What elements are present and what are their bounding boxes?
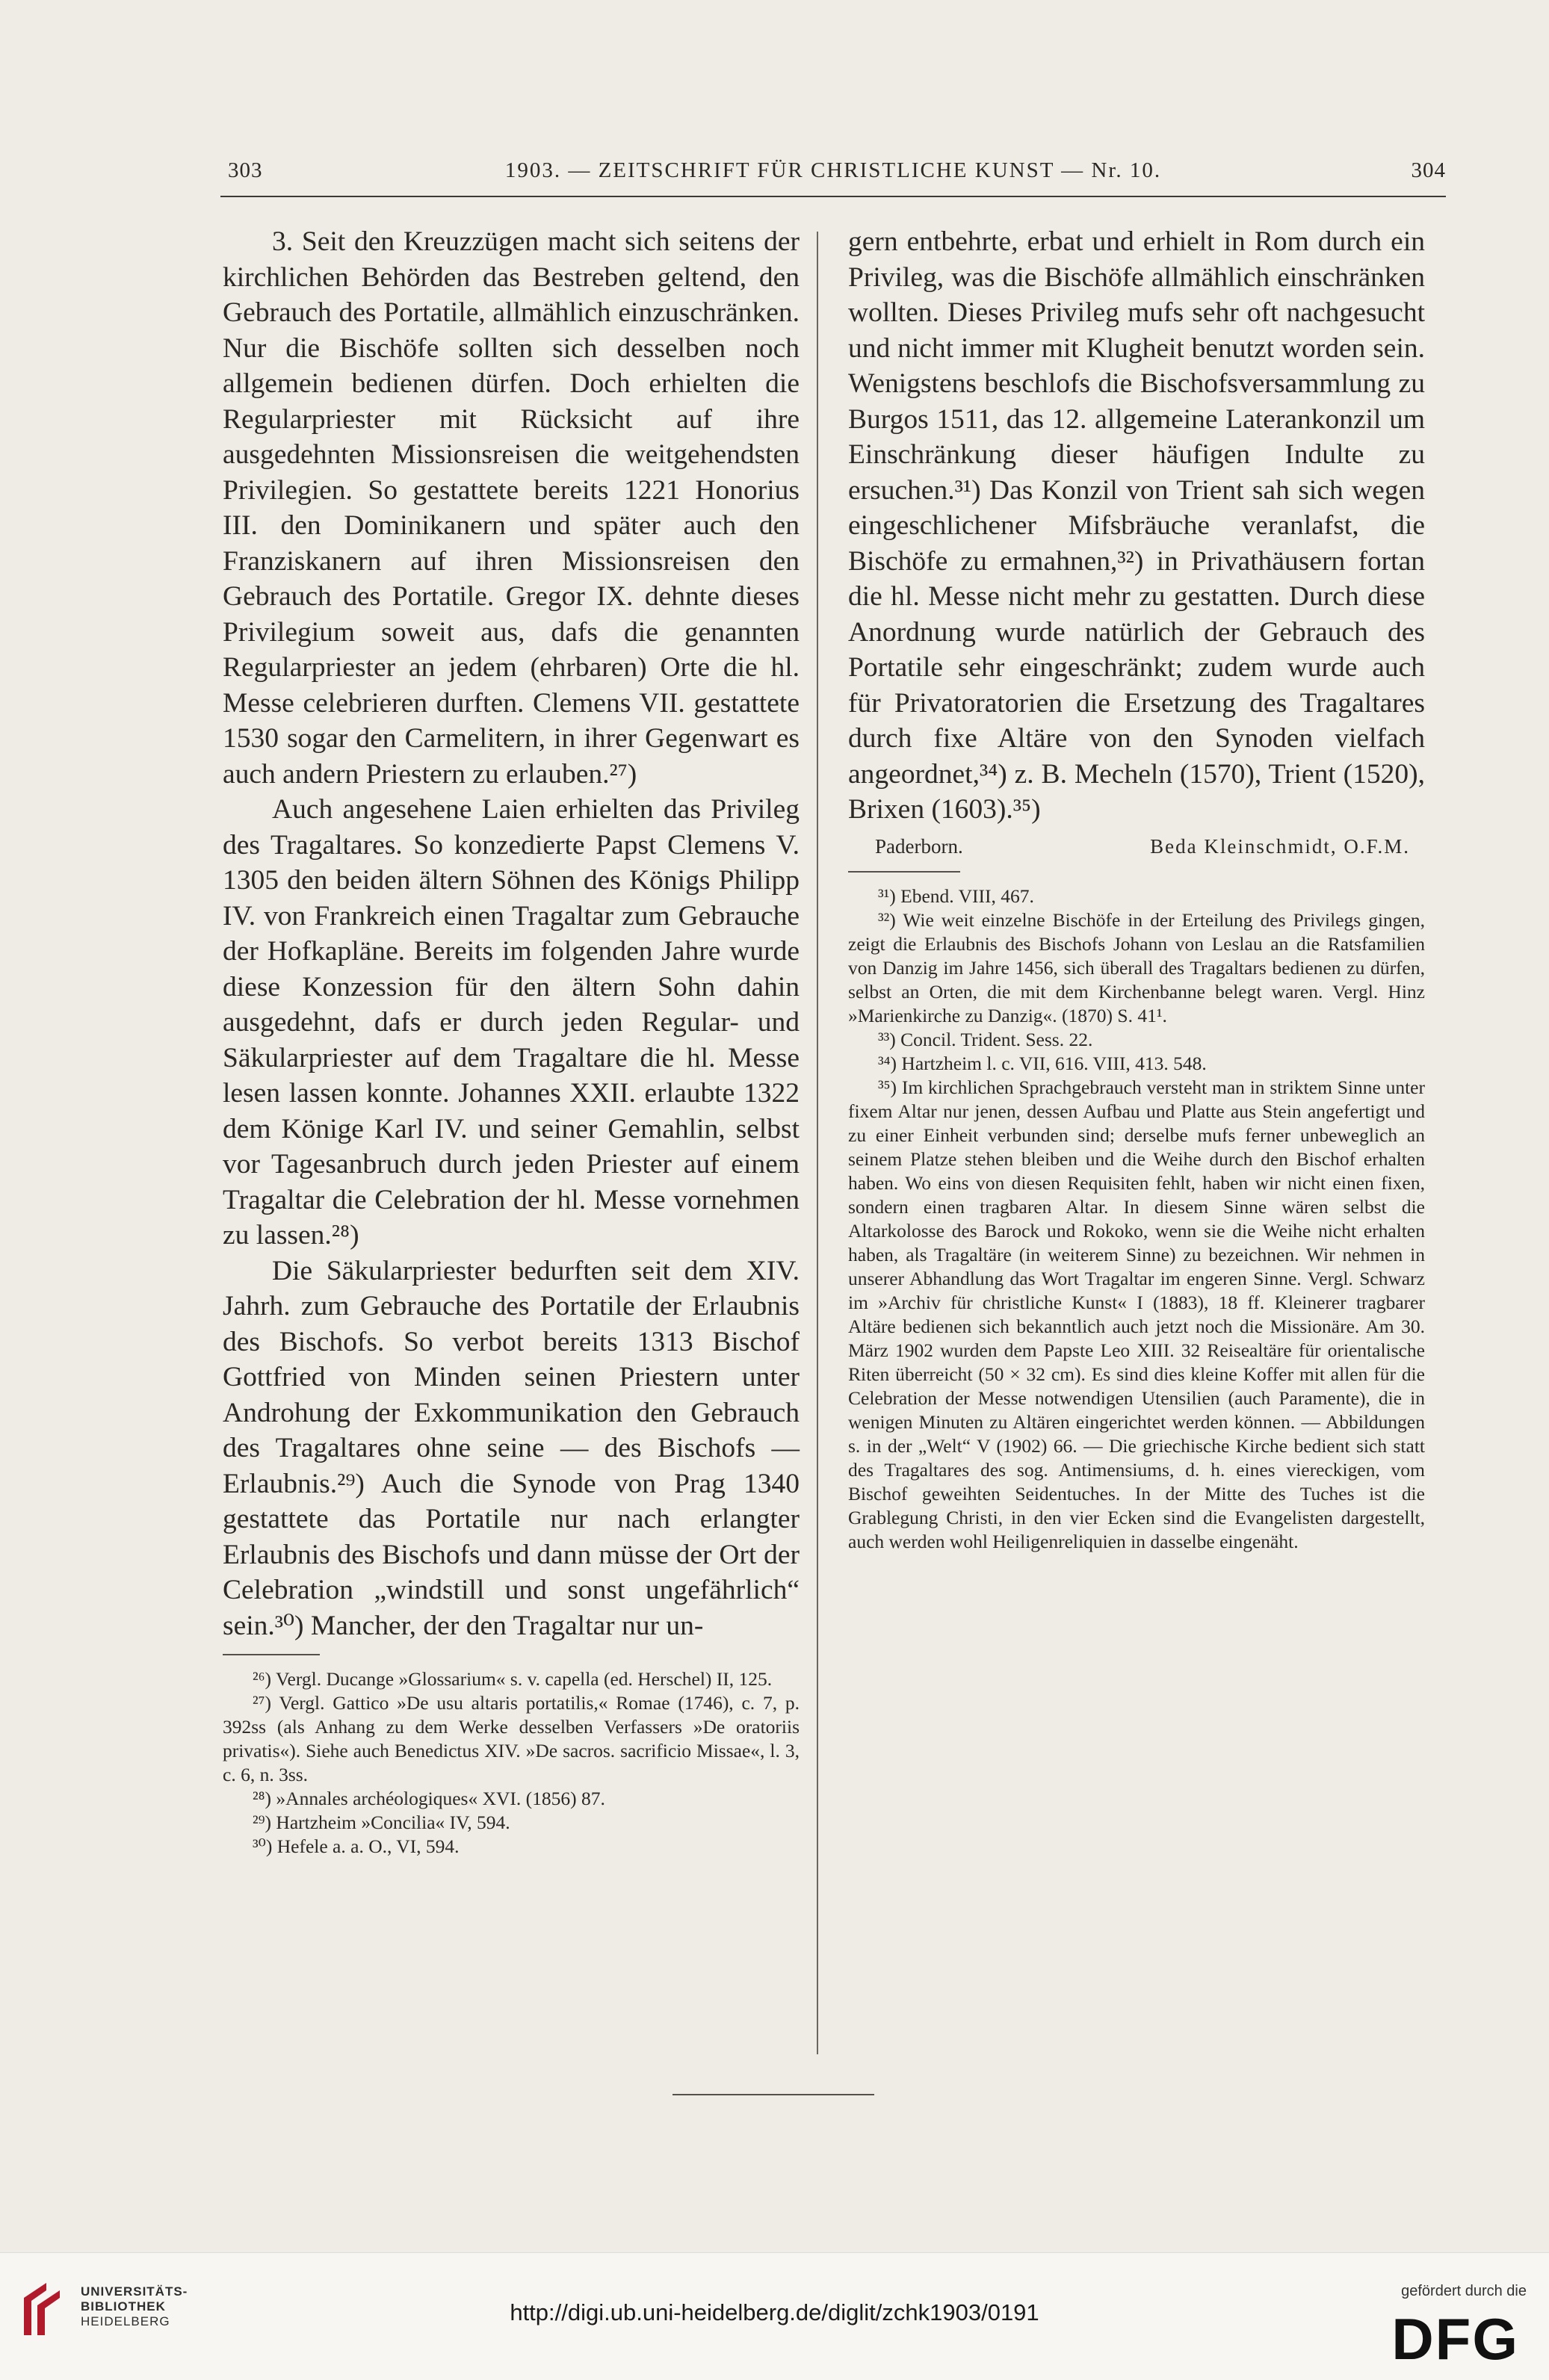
right-column xyxy=(848,224,1425,1554)
library-name-line: UNIVERSITÄTS- xyxy=(81,2284,188,2299)
page-number-left: 303 xyxy=(228,158,263,182)
footnote: ³³) Concil. Trident. Sess. 22. xyxy=(878,1028,1093,1050)
library-name-line: BIBLIOTHEK xyxy=(81,2299,166,2314)
funder-caption: gefördert durch die xyxy=(1401,2283,1527,2299)
footnote: ³²) Wie weit einzelne Bischöfe in der Erteilung des Privilegs gingen, zeigt die Erlaubnis des Bischofs Johann von Leslau an die Ratsfamilien von Danzig im Jahre 1456, sich überall des Tragaltars bedienen zu dürfen, selbst an Orten, die mit dem Kirchenbanne belegt waren. Vergl. Hinz »Marienkirche zu Danzig«. (1870) S. 41¹. xyxy=(848,908,1425,1026)
header-rule xyxy=(220,196,1446,197)
dfg-logo: DFG xyxy=(1391,2306,1519,2372)
source-url-link[interactable]: http://digi.ub.uni-heidelberg.de/diglit/zchk1903/0191 xyxy=(510,2299,1039,2325)
footnote: ²⁷) Vergl. Gattico »De usu altaris portatilis,« Romae (1746), c. 7, p. 392ss (als Anhang zu dem Werke desselben Verfassers »De oratoriis privatis«). Siehe auch Benedictus XIV. »De sacros. sacrificio Missae«, l. 3, c. 6, n. 3ss. xyxy=(223,1692,800,1785)
left-body-text xyxy=(223,224,800,1643)
paragraph: gern entbehrte, erbat und erhielt in Rom durch ein Privileg, was die Bischöfe allmählich einschränken wollten. Dieses Privileg mufs sehr oft nachgesucht und nicht immer mit Klugheit benutzt worden sein. Wenigstens beschlofs die Bischofsversammlung zu Burgos 1511, das 12. allgemeine Laterankonzil um Einschränkung dieser häufigen Indulte zu ersuchen.³¹) Das Konzil von Trient sah sich wegen eingeschlichener Mifsbräuche veranlafst, die Bischöfe zu ermahnen,³²) in Privathäusern fortan die hl. Messe nicht mehr zu gestatten. Durch diese Anordnung wurde natürlich der Gebrauch des Portatile sehr eingeschränkt; zudem wurde auch für Privatoratorien die Ersetzung des Tragaltares durch fixe Altäre von den Synoden vielfach angeordnet,³⁴) z. B. Mecheln (1570), Trient (1520), Brixen (1603).³⁵) xyxy=(848,226,1425,825)
footnote: ³⁵) Im kirchlichen Sprachgebrauch versteht man in striktem Sinne unter fixem Altar nur jenen, dessen Aufbau und Platte aus Stein angefertigt und zu einer Einheit verbunden sind; derselbe mufs ferner unbeweglich an seinem Platze stehen bleiben und die Weihe durch den Bischof erhalten haben. Wo eins von diesen Requisiten fehlt, haben wir nicht einen fixen, sondern einen tragbaren Altar. In diesem Sinne wären selbst die Altarkolosse des Barock und Rokoko, wenn sie die Weihe nicht erhalten haben, als Tragaltäre (in weiterem Sinne) zu bezeichnen. Wir nehmen in unserer Abhandlung das Wort Tragaltar im engeren Sinne. Vergl. Schwarz im »Archiv für christliche Kunst« I (1883), 18 ff. Kleinerer tragbarer Altäre bedienen sich bekanntlich auch jetzt noch die Missionäre. Am 30. März 1902 wurden dem Papste Leo XIII. 32 Reisealtäre für orientalische Riten überreicht (50 × 32 cm). Es sind dies kleine Koffer mit allen für die Celebration der Messe notwendigen Utensilien (auch Paramente), die in wenigen Minuten zu Altären eingerichtet werden können. — Abbildungen s. in der „Welt“ V (1902) 66. — Die griechische Kirche bedient sich statt des Tragaltares des sog. Antimensiums, d. h. eines viereckigen, vom Bischof geweihten Seidentuches. In der Mitte des Tuches ist die Grablegung Christi, in den vier Ecken sind die Evangelisten dargestellt, auch werden wohl Heiligenreliquien in dasselbe eingenäht. xyxy=(848,1076,1425,1552)
page-number-right: 304 xyxy=(1411,158,1446,182)
paragraph: 3. Seit den Kreuzzügen macht sich seitens der kirchlichen Behörden das Bestreben geltend, den Gebrauch des Portatile, allmählich einzuschränken. Nur die Bischöfe sollten sich desselben noch allgemein bedienen dürfen. Doch erhielten die Regularpriester mit Rücksicht auf ihre ausgedehnten Missionsreisen die weitgehendsten Privilegien. So gestattete bereits 1221 Honorius III. den Dominikanern und später auch den Franziskanern auf ihren Missionsreisen den Gebrauch des Portatile. Gregor IX. dehnte dieses Privilegium soweit aus, dafs die genannten Regularpriester an jedem (ehrbaren) Orte die hl. Messe celebrieren durften. Clemens VII. gestattete 1530 sogar den Carmelitern, in ihrer Gegenwart es auch andern Priestern zu erlauben.²⁷) xyxy=(223,226,800,790)
right-body-text xyxy=(848,224,1425,828)
footnote: ²⁹) Hartzheim »Concilia« IV, 594. xyxy=(253,1812,510,1833)
library-name-line: HEIDELBERG xyxy=(81,2314,170,2328)
signature-line xyxy=(875,832,1425,861)
journal-title: 1903. — ZEITSCHRIFT FÜR CHRISTLICHE KUNST — Nr. 10. xyxy=(504,158,1162,182)
end-rule xyxy=(673,2094,874,2095)
running-header xyxy=(220,158,1446,188)
footnote-rule xyxy=(223,1654,320,1655)
footnote-rule xyxy=(848,871,960,873)
paragraph: Die Säkularpriester bedurften seit dem XIV. Jahrh. zum Gebrauche des Portatile der Erlaubnis des Bischofs. So verbot bereits 1313 Bischof Gottfried von Minden seinen Priestern unter Androhung der Exkommunikation den Gebrauch des Tragaltares ohne seine — des Bischofs — Erlaubnis.²⁹) Auch die Synode von Prag 1340 gestattete das Portatile nur nach erlangter Erlaubnis des Bischofs und dann müsse der Ort der Celebration „windstill und sonst ungefährlich“ sein.³⁰) Mancher, der den Tragaltar nur un- xyxy=(223,1255,800,1641)
left-column xyxy=(223,224,800,1859)
footnote: ³¹) Ebend. VIII, 467. xyxy=(878,884,1034,907)
right-footnotes xyxy=(848,884,1425,1554)
signature-author: Beda Kleinschmidt, O.F.M. xyxy=(1150,834,1410,858)
footnote: ²⁸) »Annales archéologiques« XVI. (1856) 87. xyxy=(253,1788,605,1809)
footnote: ²⁶) Vergl. Ducange »Glossarium« s. v. capella (ed. Herschel) II, 125. xyxy=(253,1668,773,1690)
column-rule xyxy=(817,232,818,2054)
left-footnotes xyxy=(223,1667,800,1859)
footnote: ³⁰) Hefele a. a. O., VI, 594. xyxy=(253,1835,460,1857)
signature-place: Paderborn. xyxy=(875,834,963,858)
paragraph: Auch angesehene Laien erhielten das Privileg des Tragaltares. So konzedierte Papst Clemens V. 1305 den beiden ältern Söhnen des Königs Philipp IV. von Frankreich einen Tragaltar zum Gebrauche der Hofkapläne. Bereits im folgenden Jahre wurde diese Konzession für den ältern Sohn dahin ausgedehnt, dafs er durch jeden Regular- und Säkularpriester auf dem Tragaltare die hl. Messe lesen lassen konnte. Johannes XXII. erlaubte 1322 dem Könige Karl IV. und seiner Gemahlin, selbst vor Tagesanbruch durch jeden Priester auf einem Tragaltar die Celebration der hl. Messe vornehmen zu lassen.²⁸) xyxy=(223,794,800,1251)
footnote: ³⁴) Hartzheim l. c. VII, 616. VIII, 413. 548. xyxy=(878,1052,1207,1074)
digitization-footer xyxy=(0,2252,1549,2380)
